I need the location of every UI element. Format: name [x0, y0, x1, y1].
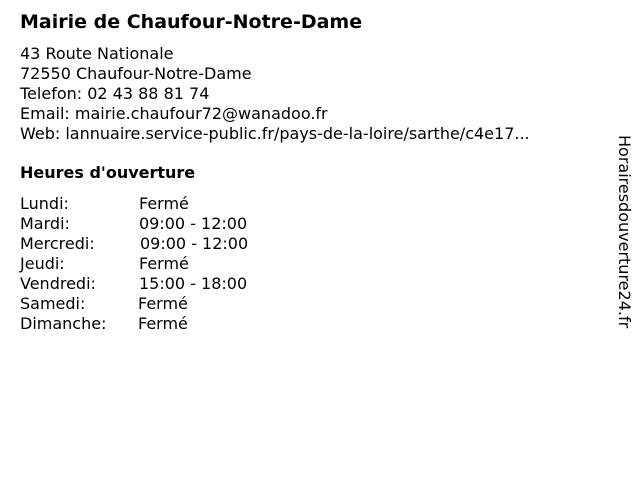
watermark-text: Horairesdouverture24.fr	[615, 135, 634, 329]
day-hours: 15:00 - 18:00	[139, 274, 248, 293]
day-label: Dimanche:	[20, 314, 107, 333]
day-label: Jeudi:	[20, 254, 65, 273]
day-label: Lundi:	[20, 194, 69, 213]
phone-number: Telefon: 02 43 88 81 74	[20, 84, 210, 103]
website-url: Web: lannuaire.service-public.fr/pays-de-la-loire/sarthe/c4e17...	[20, 124, 530, 143]
contact-block	[20, 44, 530, 144]
city-postal: 72550 Chaufour-Notre-Dame	[20, 64, 252, 83]
day-hours: Fermé	[138, 294, 188, 313]
site-watermark	[614, 135, 634, 375]
day-label: Mercredi:	[20, 234, 95, 253]
day-hours: 09:00 - 12:00	[140, 234, 249, 253]
hours-heading: Heures d'ouverture	[20, 163, 196, 182]
day-hours: 09:00 - 12:00	[139, 214, 248, 233]
day-label: Samedi:	[20, 294, 86, 313]
day-hours: Fermé	[138, 314, 188, 333]
email-address: Email: mairie.chaufour72@wanadoo.fr	[20, 104, 328, 123]
page-title: Mairie de Chaufour-Notre-Dame	[20, 11, 363, 33]
day-label: Mardi:	[20, 214, 70, 233]
day-hours: Fermé	[139, 194, 189, 213]
day-label: Vendredi:	[20, 274, 96, 293]
day-hours: Fermé	[139, 254, 189, 273]
street-address: 43 Route Nationale	[20, 44, 174, 63]
